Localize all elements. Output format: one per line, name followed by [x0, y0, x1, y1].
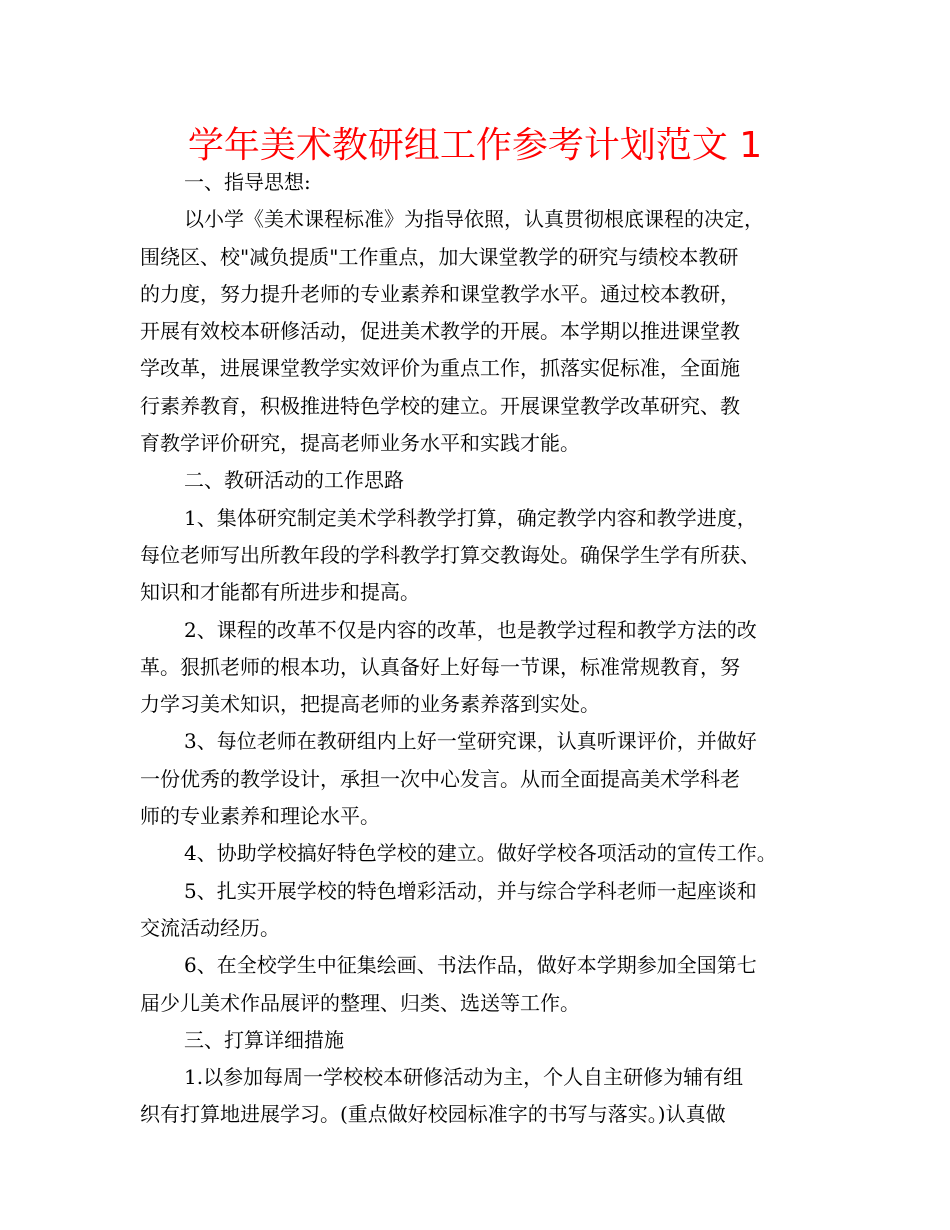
text-line: 育教学评价研究，提高老师业务水平和实践才能。: [140, 431, 580, 456]
text-line: 的力度，努力提升老师的专业素养和课堂教学水平。通过校本教研，: [140, 281, 740, 306]
text-line: 1、集体研究制定美术学科教学打算，确定教学内容和教学进度，: [184, 505, 757, 530]
text-line: 围绕区、校"减负提质"工作重点，加大课堂教学的研究与绩校本教研: [140, 244, 739, 269]
text-line: 知识和才能都有所进步和提高。: [140, 580, 420, 605]
text-line: 学改革，进展课堂教学实效评价为重点工作，抓落实促标准，全面施: [140, 356, 740, 381]
text-line: 一份优秀的教学设计，承担一次中心发言。从而全面提高美术学科老: [140, 766, 740, 791]
text-line: 5、扎实开展学校的特色增彩活动，并与综合学科老师一起座谈和: [184, 878, 757, 903]
document-title: 学年美术教研组工作参考计划范文 1: [187, 125, 763, 166]
text-line: 行素养教育，积极推进特色学校的建立。开展课堂教学改革研究、教: [140, 393, 740, 418]
text-line: 以小学《美术课程标准》为指导依照，认真贯彻根底课程的决定，: [184, 207, 764, 232]
text-line: 4、协助学校搞好特色学校的建立。做好学校各项活动的宣传工作。: [184, 841, 777, 866]
document-body: [140, 164, 820, 1134]
text-line: 3、每位老师在教研组内上好一堂研究课，认真听课评价，并做好: [184, 729, 757, 754]
text-line: 6、在全校学生中征集绘画、书法作品，做好本学期参加全国第七: [184, 953, 757, 978]
text-line: 2、课程的改革不仅是内容的改革，也是教学过程和教学方法的改: [184, 617, 757, 642]
text-line: 革。狠抓老师的根本功，认真备好上好每一节课，标准常规教育，努: [140, 654, 740, 679]
text-line: 交流活动经历。: [140, 915, 280, 940]
text-line: 二、教研活动的工作思路: [184, 468, 404, 493]
text-line: 一、指导思想:: [184, 170, 311, 194]
text-line: 织有打算地进展学习。(重点做好校园标准字的书写与落实。)认真做: [140, 1102, 726, 1127]
text-line: 力学习美术知识，把提高老师的业务素养落到实处。: [140, 692, 600, 717]
text-line: 每位老师写出所教年段的学科教学打算交教诲处。确保学生学有所获、: [140, 542, 760, 567]
text-line: 三、打算详细措施: [184, 1027, 344, 1052]
text-line: 1.以参加每周一学校校本研修活动为主，个人自主研修为辅有组: [184, 1065, 744, 1090]
text-line: 开展有效校本研修活动，促进美术教学的开展。本学期以推进课堂教: [140, 319, 740, 344]
text-line: 届少儿美术作品展评的整理、归类、选送等工作。: [140, 990, 580, 1015]
text-line: 师的专业素养和理论水平。: [140, 804, 380, 829]
